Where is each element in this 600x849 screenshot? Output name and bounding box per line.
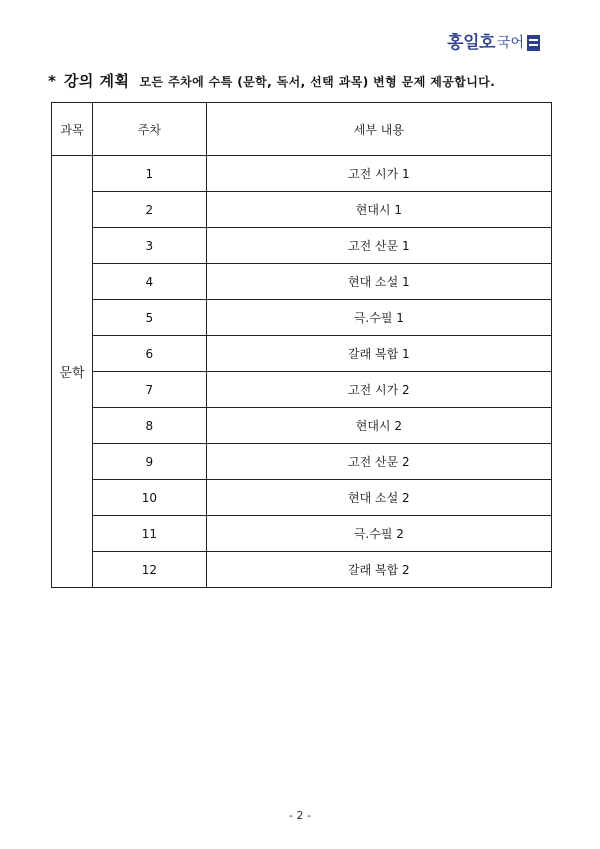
- week-cell: 2: [92, 192, 206, 228]
- logo-badge-icon: [527, 35, 540, 51]
- table-row: [52, 516, 552, 552]
- week-cell: 8: [92, 408, 206, 444]
- table-row: [52, 156, 552, 192]
- table-header-row: [52, 103, 552, 156]
- detail-cell: 현대시 2: [206, 408, 551, 444]
- week-cell: 11: [92, 516, 206, 552]
- page-number: - 2 -: [289, 809, 311, 822]
- week-cell: 12: [92, 552, 206, 588]
- table-row: [52, 336, 552, 372]
- detail-cell: 갈래 복합 1: [206, 336, 551, 372]
- week-cell: 7: [92, 372, 206, 408]
- week-cell: 4: [92, 264, 206, 300]
- table-row: [52, 480, 552, 516]
- header-subject: 과목: [52, 103, 93, 156]
- detail-cell: 현대 소설 2: [206, 480, 551, 516]
- detail-cell: 극.수필 1: [206, 300, 551, 336]
- header-detail: 세부 내용: [206, 103, 551, 156]
- subject-cell: 문학: [52, 156, 93, 588]
- lecture-plan-table: [51, 102, 552, 588]
- table-row: [52, 372, 552, 408]
- heading-bullet: *: [48, 72, 56, 90]
- detail-cell: 극.수필 2: [206, 516, 551, 552]
- week-cell: 5: [92, 300, 206, 336]
- detail-cell: 갈래 복합 2: [206, 552, 551, 588]
- table-row: [52, 552, 552, 588]
- table-row: [52, 408, 552, 444]
- week-cell: 1: [92, 156, 206, 192]
- detail-cell: 고전 시가 1: [206, 156, 551, 192]
- table-row: [52, 300, 552, 336]
- week-cell: 3: [92, 228, 206, 264]
- table-row: [52, 444, 552, 480]
- table-row: [52, 228, 552, 264]
- detail-cell: 현대 소설 1: [206, 264, 551, 300]
- table-row: [52, 264, 552, 300]
- logo-name: 홍일호: [447, 33, 495, 53]
- header-week: 주차: [92, 103, 206, 156]
- logo-subtitle: 국어: [496, 35, 524, 51]
- week-cell: 10: [92, 480, 206, 516]
- detail-cell: 현대시 1: [206, 192, 551, 228]
- detail-cell: 고전 산문 1: [206, 228, 551, 264]
- heading-description: 모든 주차에 수특 (문학, 독서, 선택 과목) 변형 문제 제공합니다.: [139, 75, 496, 89]
- week-cell: 9: [92, 444, 206, 480]
- detail-cell: 고전 시가 2: [206, 372, 551, 408]
- table-row: [52, 192, 552, 228]
- detail-cell: 고전 산문 2: [206, 444, 551, 480]
- heading-title: 강의 계획: [63, 72, 130, 90]
- section-heading: [48, 70, 568, 91]
- brand-logo: [447, 28, 540, 53]
- week-cell: 6: [92, 336, 206, 372]
